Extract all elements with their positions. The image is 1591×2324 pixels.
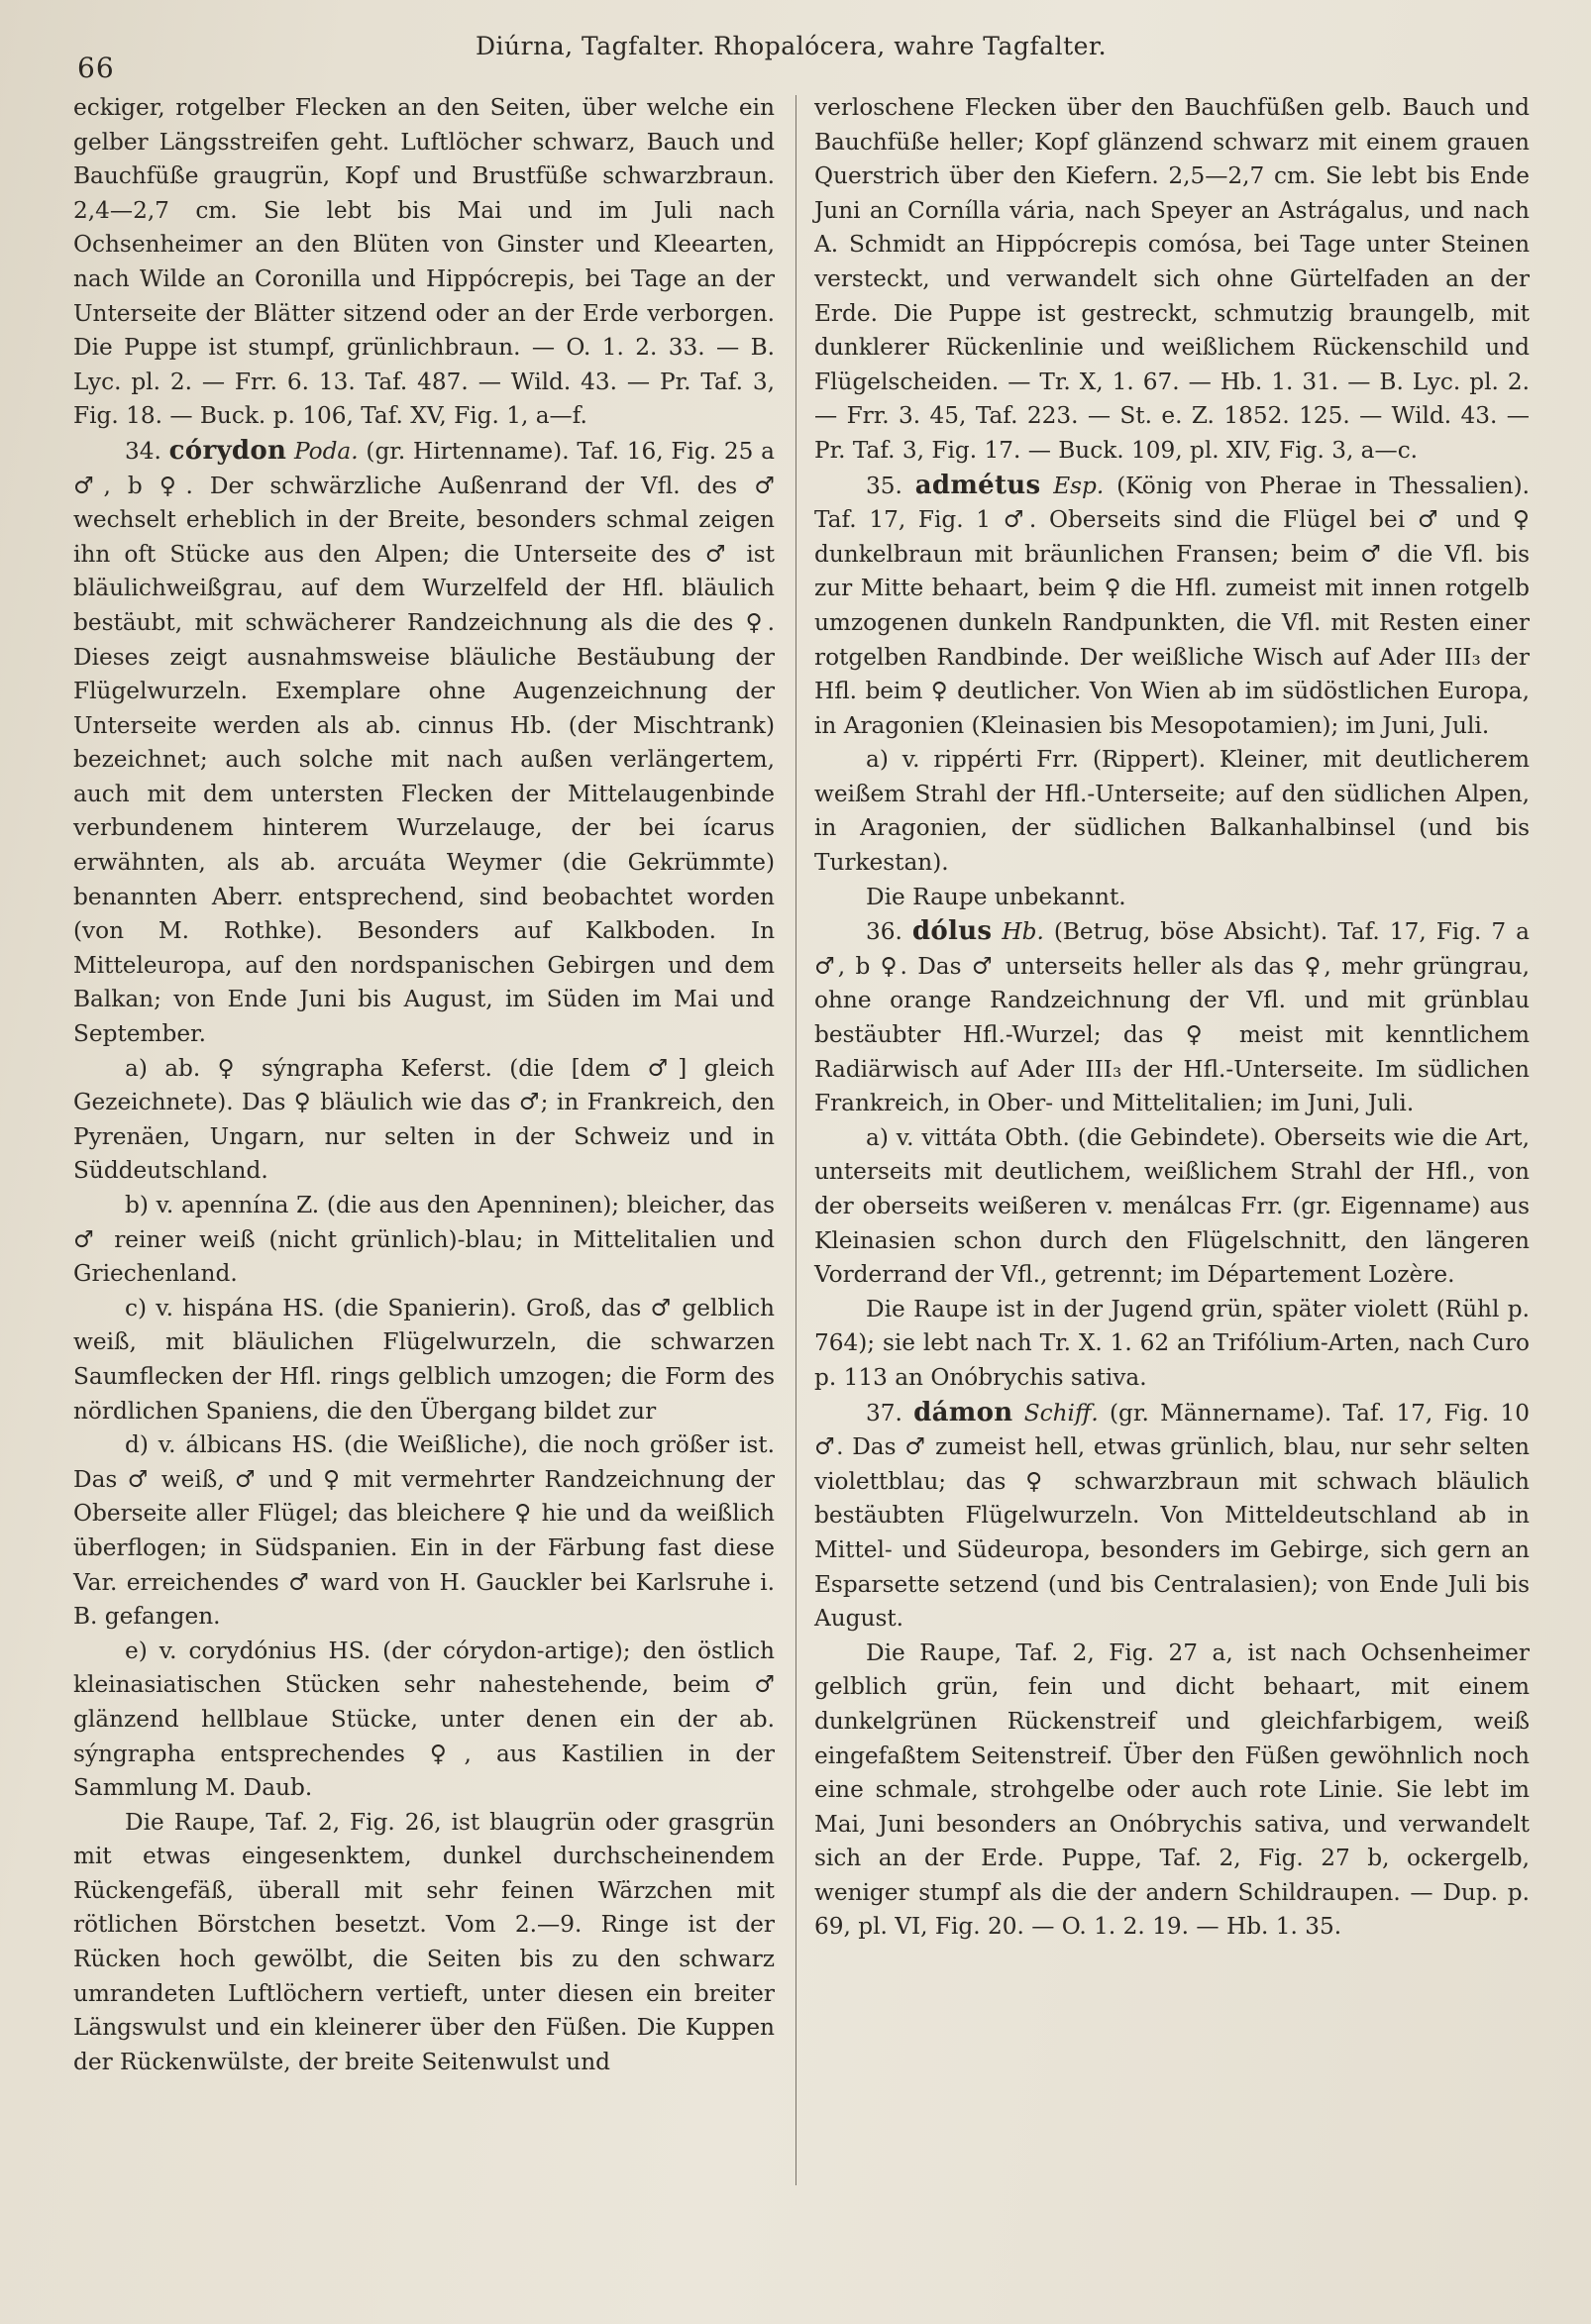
species-name: dámon bbox=[913, 1397, 1013, 1427]
species-author: Schiff. bbox=[1023, 1399, 1099, 1426]
entry-number: 37. bbox=[866, 1399, 902, 1426]
variety-paragraph: b) v. apennína Z. (die aus den Apenninen); bleicher, das ♂ reiner weiß (nicht grünlich)-blau; in Mittelitalien und Griechenland. bbox=[73, 1192, 775, 1288]
variety-paragraph: a) ab. ♀ sýngrapha Keferst. (die [dem ♂] gleich Gezeichnete). Das ♀ bläulich wie das ♂; in Frankreich, den Pyrenäen, Ungarn, nur selten in der Schweiz und in Süddeutschland. bbox=[73, 1054, 775, 1185]
variety-paragraph: e) v. corydónius HS. (der córydon-artige); den östlich kleinasiatischen Stücken sehr nahestehende, beim ♂ glänzend hellblaue Stücke, unter denen ein der ab. sýngrapha entsprechendes ♀, aus Kastilien in der Sammlung M. Daub. bbox=[73, 1637, 775, 1802]
species-text: (gr. Hirtenname). Taf. 16, Fig. 25 a ♂, b ♀. Der schwärzliche Außenrand der Vfl. des ♂ wechselt erheblich in der Breite, besonders schmal zeigen ihn oft Stücke aus den Alpen; die Unterseite des ♂ ist bläulichweißgrau, auf dem Wurzelfeld der Hfl. bläulich bestäubt, mit schwächerer Randzeichnung als die des ♀. Dieses zeigt ausnahmsweise bläuliche Bestäubung der Flügelwurzeln. Exemplare ohne Augenzeichnung der Unterseite werden als ab. cinnus Hb. (der Mischtrank) bezeichnet; auch solche mit nach außen verlängertem, auch mit dem untersten Flecken der Mittelaugenbinde verbundenem hinterem Wurzelauge, der bei ícarus erwähnten, als ab. arcuáta Weymer (die Gekrümmte) benannten Aberr. entsprechend, sind beobachtet worden (von M. Rothke). Besonders auf Kalkboden. In Mitteleuropa, auf den nordspanischen Gebirgen und dem Balkan; von Ende Juni bis August, im Süden im Mai und September. bbox=[73, 437, 775, 1048]
species-name: córydon bbox=[168, 435, 287, 466]
running-title: Diúrna, Tagfalter. Rhopalócera, wahre Tagfalter. bbox=[476, 32, 1108, 60]
page-number: 66 bbox=[77, 52, 115, 84]
paragraph: verloschene Flecken über den Bauchfüßen gelb. Bauch und Bauchfüße heller; Kopf glänzend schwarz mit einem grauen Querstrich über den Kiefern. 2,5—2,7 cm. Sie lebt bis Ende Juni an Cornílla vária, nach Speyer an Astrágalus, und nach A. Schmidt an Hippócrepis comósa, bei Tage unter Steinen versteckt, und verwandelt sich ohne Gürtelfaden an der Erde. Die Puppe ist gestreckt, schmutzig braungelb, mit dunklerer Rückenlinie und weißlichem Rückenschild und Flügelscheiden. — Tr. X, 1. 67. — Hb. 1. 31. — B. Lyc. pl. 2. — Frr. 3. 45, Taf. 223. — St. e. Z. 1852. 125. — Wild. 43. — Pr. Taf. 3, Fig. 17. — Buck. 109, pl. XIV, Fig. 3, a—c. bbox=[814, 94, 1530, 464]
species-text: (gr. Männername). Taf. 17, Fig. 10 ♂. Das ♂ zumeist hell, etwas grünlich, blau, nur sehr selten violettblau; das ♀ schwarzbraun mit schwach bläulich bestäubten Flügelwurzeln. Von Mitteldeutschland ab in Mittel- und Südeuropa, besonders im Gebirge, sich gern an Esparsette setzend (und bis Centralasien); von Ende Juli bis August. bbox=[814, 1399, 1530, 1633]
species-text: (König von Pherae in Thessalien). Taf. 17, Fig. 1 ♂. Oberseits sind die Flügel bei ♂ und ♀ dunkelbraun mit bräunlichen Fransen; beim ♂ die Vfl. bis zur Mitte behaart, beim ♀ die Hfl. zumeist mit innen rotgelb umzogenen dunkeln Randpunkten, die Vfl. mit Resten einer rotgelben Randbinde. Der weißliche Wisch auf Ader III₃ der Hfl. beim ♀ deutlicher. Von Wien ab im südöstlichen Europa, in Aragonien (Kleinasien bis Mesopotamien); im Juni, Juli. bbox=[814, 472, 1531, 739]
species-entry-dolus bbox=[814, 914, 1530, 1121]
entry-number: 35. bbox=[866, 472, 902, 499]
species-entry-admetus bbox=[814, 469, 1530, 744]
entry-number: 34. bbox=[125, 437, 161, 465]
species-text: (Betrug, böse Absicht). Taf. 17, Fig. 7 a ♂, b ♀. Das ♂ unterseits heller als das ♀, mehr grüngrau, ohne orange Randzeichnung der Vfl. und mit grünblau bestäubter Hfl.-Wurzel; das ♀ meist mit kenntlichem Radiärwisch auf Ader III₃ der Hfl.-Unterseite. Im südlichen Frankreich, in Ober- und Mittelitalien; im Juni, Juli. bbox=[814, 918, 1531, 1117]
left-column bbox=[73, 91, 775, 2079]
variety-paragraph: d) v. álbicans HS. (die Weißliche), die noch größer ist. Das ♂ weiß, ♂ und ♀ mit vermehrter Randzeichnung der Oberseite aller Flügel; das bleichere ♀ hie und da weißlich überflogen; in Südspanien. Ein in der Färbung fast diese Var. erreichendes ♂ ward von H. Gauckler bei Karlsruhe i. B. gefangen. bbox=[73, 1431, 775, 1631]
species-author: Poda. bbox=[293, 437, 359, 465]
species-entry-damon bbox=[814, 1396, 1530, 1637]
page-header bbox=[69, 22, 1536, 84]
caterpillar-paragraph: Die Raupe unbekannt. bbox=[866, 883, 1126, 910]
species-author: Hb. bbox=[1002, 918, 1044, 946]
caterpillar-paragraph: Die Raupe, Taf. 2, Fig. 27 a, ist nach Ochsenheimer gelblich grün, fein und dicht behaart, mit einem dunkelgrünen Rückenstreif und gleichfarbigem, weiß eingefaßtem Seitenstreif. Über den Füßen gewöhnlich noch eine schmale, strohgelbe oder auch rote Linie. Sie lebt im Mai, Juni besonders an Onóbrychis sativa, und verwandelt sich an der Erde. Puppe, Taf. 2, Fig. 27 b, ockergelb, weniger stumpf als die der andern Schildraupen. — Dup. p. 69, pl. VI, Fig. 20. — O. 1. 2. 19. — Hb. 1. 35. bbox=[814, 1638, 1530, 1941]
paragraph: eckiger, rotgelber Flecken an den Seiten, über welche ein gelber Längsstreifen geht. Luftlöcher schwarz, Bauch und Bauchfüße graugrün, Kopf und Brustfüße schwarzbraun. 2,4—2,7 cm. Sie lebt bis Mai und im Juli nach Ochsenheimer an den Blüten von Ginster und Kleearten, nach Wilde an Coronilla und Hippócrepis, bei Tage an der Unterseite der Blätter sitzend oder an der Erde verborgen. Die Puppe ist stumpf, grünlichbraun. — O. 1. 2. 33. — B. Lyc. pl. 2. — Frr. 6. 13. Taf. 487. — Wild. 43. — Pr. Taf. 3, Fig. 18. — Buck. p. 106, Taf. XV, Fig. 1, a—f. bbox=[73, 94, 775, 430]
species-name: admétus bbox=[914, 470, 1041, 500]
species-author: Esp. bbox=[1053, 472, 1105, 499]
right-column bbox=[814, 91, 1530, 1945]
variety-paragraph: a) v. vittáta Obth. (die Gebindete). Oberseits wie die Art, unterseits mit deutlichem, weißlichem Strahl der Hfl., von der oberseits weißeren v. menálcas Frr. (gr. Eigenname) aus Kleinasien schon durch den Flügelschnitt, den längeren Vorderrand der Vfl., getrennt; im Département Lozère. bbox=[814, 1123, 1530, 1289]
variety-paragraph: c) v. hispána HS. (die Spanierin). Groß, das ♂ gelblich weiß, mit bläulichen Flügelwurzeln, die schwarzen Saumflecken der Hfl. rings gelblich umzogen; die Form des nördlichen Spaniens, die den Übergang bildet zur bbox=[73, 1294, 775, 1425]
entry-number: 36. bbox=[866, 918, 902, 946]
species-name: dólus bbox=[911, 916, 993, 947]
caterpillar-paragraph: Die Raupe ist in der Jugend grün, später violett (Rühl p. 764); sie lebt nach Tr. X. 1. 62 an Trifólium-Arten, nach Curo p. 113 an Onóbrychis sativa. bbox=[814, 1295, 1530, 1391]
caterpillar-paragraph: Die Raupe, Taf. 2, Fig. 26, ist blaugrün oder grasgrün mit etwas eingesenktem, dunkel durchscheinendem Rückengefäß, überall mit sehr feinen Wärzchen mit rötlichen Börstchen besetzt. Vom 2.—9. Ringe ist der Rücken hoch gewölbt, die Seiten bis zu den schwarz umrandeten Luftlöchern vertieft, unter diesen ein breiter Längswulst und ein kleinerer über den Füßen. Die Kuppen der Rückenwülste, der breite Seitenwulst und bbox=[73, 1808, 775, 2075]
species-entry-corydon bbox=[73, 434, 775, 1052]
variety-paragraph: a) v. rippérti Frr. (Rippert). Kleiner, mit deutlicherem weißem Strahl der Hfl.-Unterseite; auf den südlichen Alpen, in Aragonien, der südlichen Balkanhalbinsel (und bis Turkestan). bbox=[814, 746, 1530, 877]
